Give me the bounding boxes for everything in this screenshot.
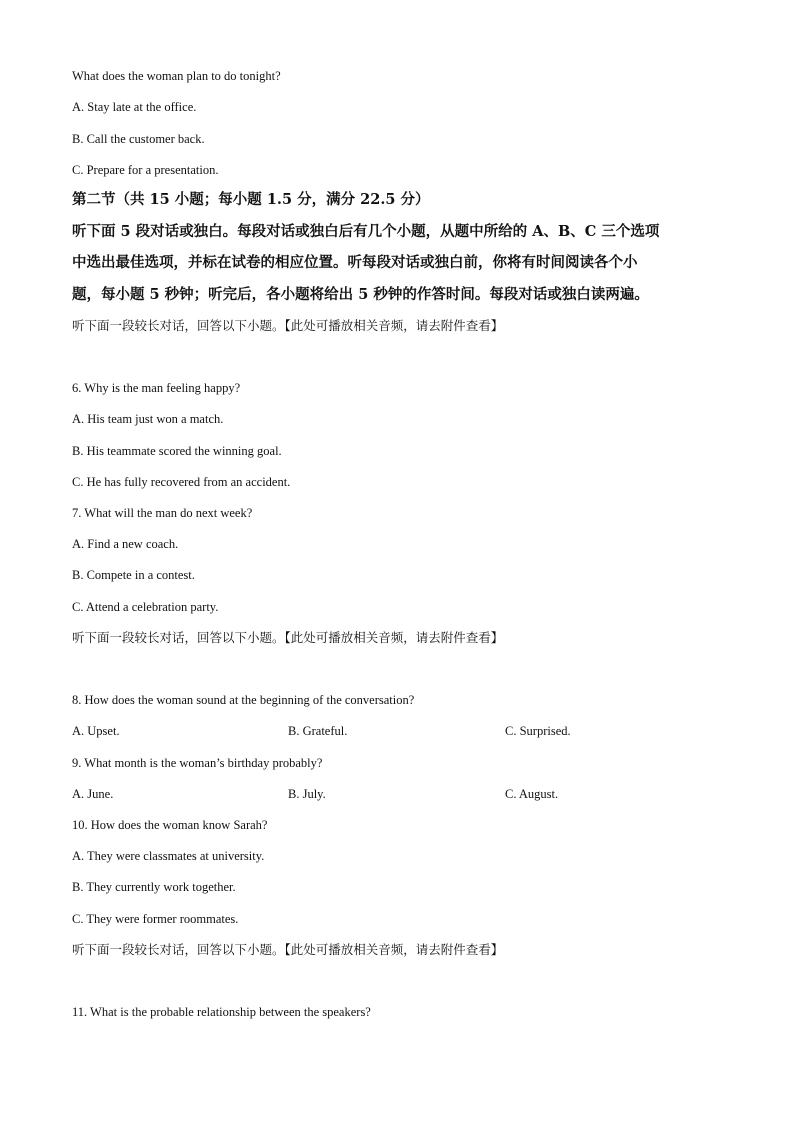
question-5-option-c: C. Prepare for a presentation. — [72, 163, 219, 177]
question-6-option-a: A. His team just won a match. — [72, 412, 224, 426]
audio-note-2: 听下面一段较长对话，回答以下小题。【此处可播放相关音频，请去附件查看】 — [72, 630, 504, 645]
question-10-text: 10. How does the woman know Sarah? — [72, 818, 268, 832]
question-7-text: 7. What will the man do next week? — [72, 506, 253, 520]
audio-note-1: 听下面一段较长对话，回答以下小题。【此处可播放相关音频，请去附件查看】 — [72, 318, 504, 333]
question-9-option-c: C. August. — [505, 787, 559, 801]
question-11-text: 11. What is the probable relationship between the speakers? — [72, 1005, 371, 1019]
question-8-option-b: B. Grateful. — [288, 724, 348, 738]
audio-note-3: 听下面一段较长对话，回答以下小题。【此处可播放相关音频，请去附件查看】 — [72, 942, 504, 957]
question-6-text: 6. Why is the man feeling happy? — [72, 381, 241, 395]
question-9-options — [72, 786, 732, 802]
question-7-option-c: C. Attend a celebration party. — [72, 600, 219, 614]
question-10-option-b: B. They currently work together. — [72, 880, 236, 894]
question-8-option-c: C. Surprised. — [505, 724, 571, 738]
question-9-text: 9. What month is the woman’s birthday probably? — [72, 756, 323, 770]
question-6-option-c: C. He has fully recovered from an accident. — [72, 475, 291, 489]
section-2-instructions-line-1: 听下面 5 段对话或独白。每段对话或独白后有几个小题，从题中所给的 A、B、C 三个选项 — [72, 223, 660, 240]
section-2-instructions-line-3: 题，每小题 5 秒钟；听完后，各小题将给出 5 秒钟的作答时间。每段对话或独白读两遍。 — [72, 286, 649, 303]
section-2-instructions-line-2: 中选出最佳选项，并标在试卷的相应位置。听每段对话或独白前，你将有时间阅读各个小 — [72, 254, 638, 271]
section-2-heading: 第二节（共 15 小题；每小题 1.5 分，满分 22.5 分） — [72, 191, 430, 208]
question-8-options — [72, 723, 732, 739]
question-9-option-b: B. July. — [288, 787, 326, 801]
question-8-option-a: A. Upset. — [72, 724, 120, 738]
question-10-option-c: C. They were former roommates. — [72, 912, 239, 926]
question-9-option-a: A. June. — [72, 787, 114, 801]
question-5-option-b: B. Call the customer back. — [72, 132, 205, 146]
question-7-option-b: B. Compete in a contest. — [72, 568, 195, 582]
question-5-option-a: A. Stay late at the office. — [72, 100, 197, 114]
question-5-text: What does the woman plan to do tonight? — [72, 69, 281, 83]
question-6-option-b: B. His teammate scored the winning goal. — [72, 444, 282, 458]
question-10-option-a: A. They were classmates at university. — [72, 849, 265, 863]
question-7-option-a: A. Find a new coach. — [72, 537, 179, 551]
question-8-text: 8. How does the woman sound at the beginning of the conversation? — [72, 693, 415, 707]
